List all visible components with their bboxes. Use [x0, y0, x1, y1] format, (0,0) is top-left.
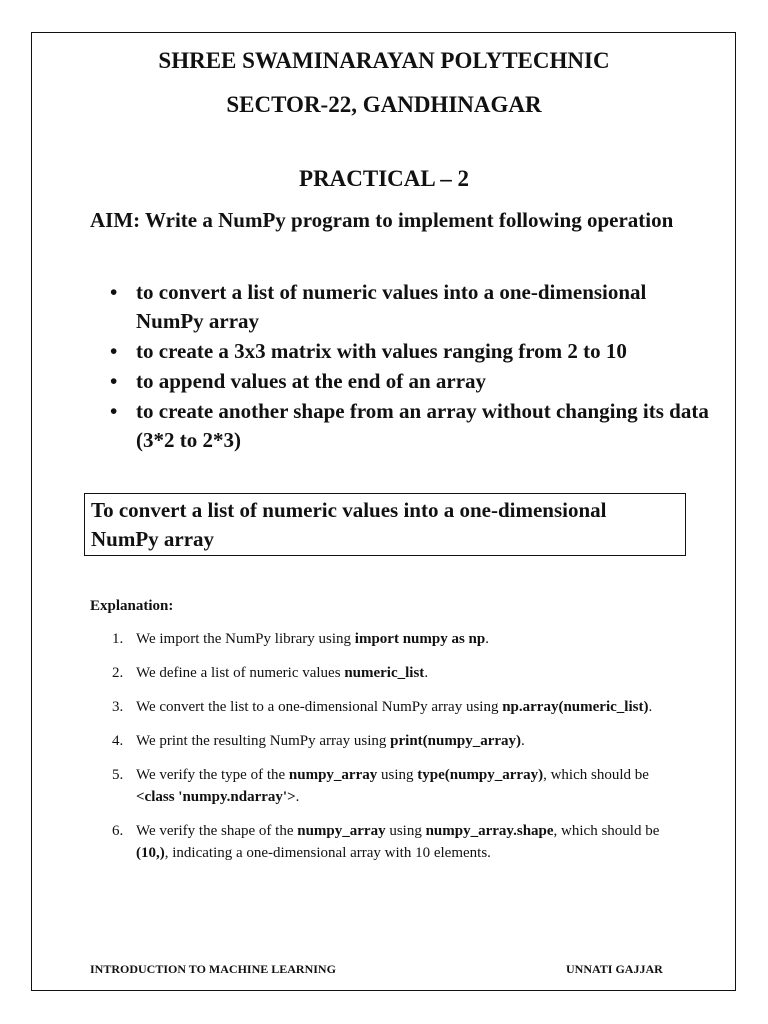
explanation-step [90, 730, 690, 752]
step-text: . [485, 631, 489, 647]
aim-statement: AIM: Write a NumPy program to implement following operation [90, 208, 674, 232]
institution-location: SECTOR-22, GANDHINAGAR [226, 92, 542, 117]
step-text: , which should be [543, 767, 649, 783]
code-term: numeric_list [344, 665, 425, 681]
practical-title: PRACTICAL – 2 [299, 166, 469, 191]
explanation-step [90, 820, 690, 864]
code-term: type(numpy_array) [417, 767, 544, 783]
step-text: . [648, 699, 653, 715]
explanation-steps [90, 628, 690, 876]
operations-list [110, 278, 710, 456]
step-text: We define a list of numeric values [136, 665, 345, 681]
step-number: 3. [112, 699, 124, 715]
explanation-step [90, 696, 690, 718]
step-text: , indicating a one-dimensional array with 10 elements. [164, 845, 491, 861]
step-number: 6. [112, 823, 124, 839]
step-number: 2. [112, 665, 124, 681]
operation-item: • to append values at the end of an array [110, 367, 710, 396]
explanation-step [90, 764, 690, 808]
code-term: numpy_array.shape [425, 823, 554, 839]
step-text: , which should be [553, 823, 660, 839]
step-text: using [377, 767, 418, 783]
step-text: using [385, 823, 426, 839]
footer-subject: INTRODUCTION TO MACHINE LEARNING [90, 962, 336, 976]
step-text: . [521, 733, 525, 749]
operation-item: • to create a 3x3 matrix with values ranging from 2 to 10 [110, 337, 710, 366]
step-number: 1. [112, 631, 124, 647]
explanation-step [90, 628, 690, 650]
code-term: import numpy as np [354, 631, 486, 647]
step-text: We verify the shape of the [136, 823, 298, 839]
footer-author: UNNATI GAJJAR [566, 962, 663, 976]
step-text: We convert the list to a one-dimensional NumPy array using [136, 699, 503, 715]
step-text: . [295, 789, 300, 805]
code-term: <class 'numpy.ndarray'> [136, 789, 296, 805]
code-term: numpy_array [297, 823, 386, 839]
section-heading-box: To convert a list of numeric values into a one-dimensional NumPy array [84, 493, 686, 556]
explanation-step [90, 662, 690, 684]
step-text: We print the resulting NumPy array using [136, 733, 391, 749]
institution-name: SHREE SWAMINARAYAN POLYTECHNIC [158, 48, 610, 73]
operation-item: • to convert a list of numeric values into a one-dimensional NumPy array [110, 278, 710, 336]
step-text: . [424, 665, 429, 681]
code-term: print(numpy_array) [390, 733, 522, 749]
code-term: (10,) [136, 845, 165, 861]
code-term: np.array(numeric_list) [502, 699, 649, 715]
operation-item: • to create another shape from an array without changing its data (3*2 to 2*3) [110, 397, 710, 455]
step-text: We import the NumPy library using [136, 631, 355, 647]
step-number: 4. [112, 733, 124, 749]
code-term: numpy_array [288, 767, 378, 783]
explanation-title: Explanation: [90, 598, 174, 614]
step-number: 5. [112, 767, 124, 783]
step-text: We verify the type of the [136, 767, 289, 783]
